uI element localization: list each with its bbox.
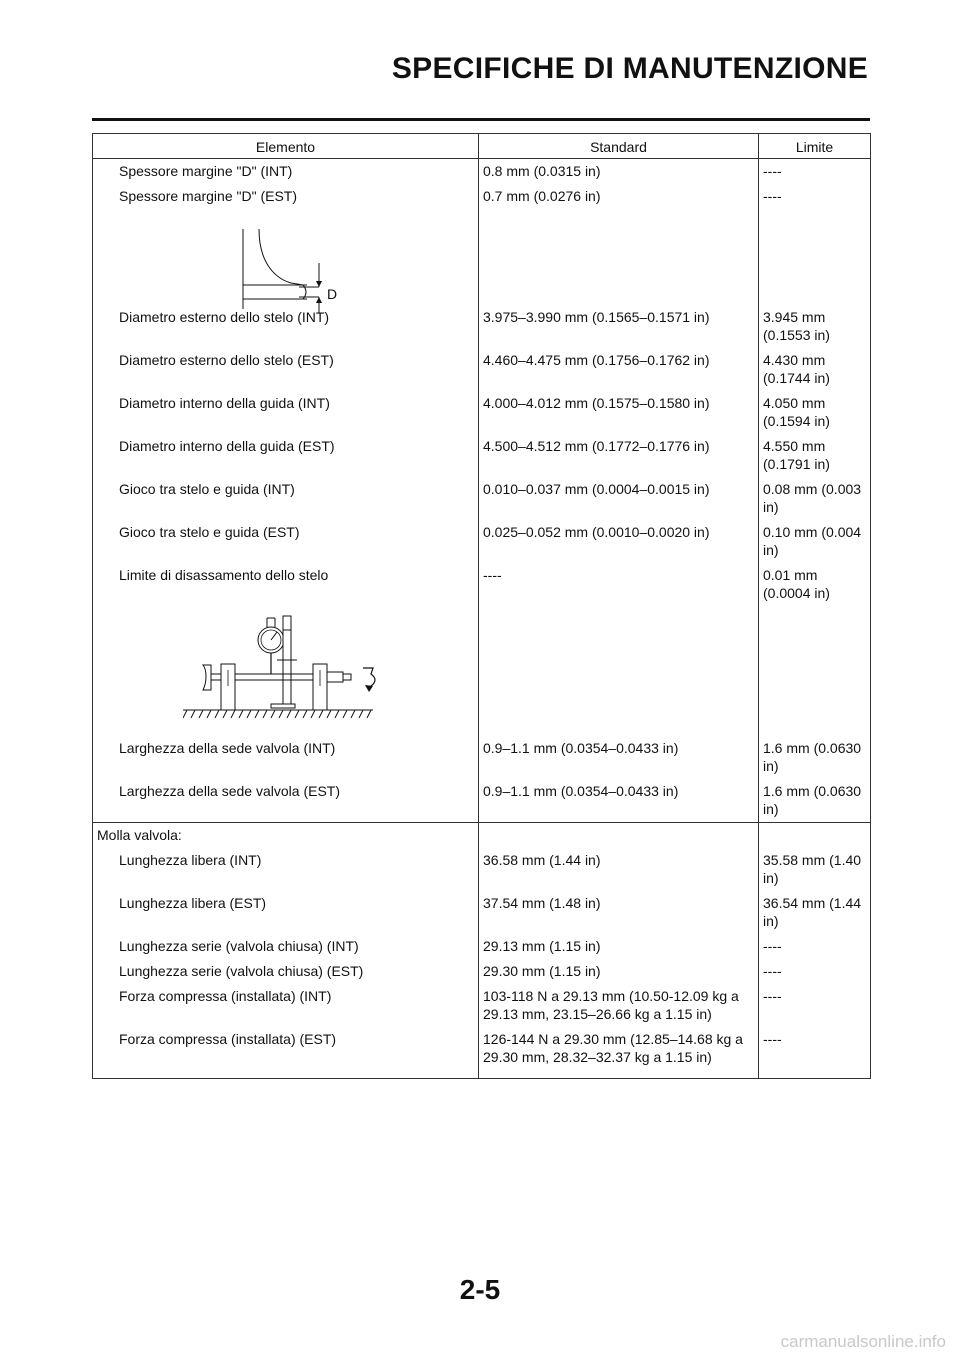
standard-cell: 4.460–4.475 mm (0.1756–0.1762 in) — [479, 348, 759, 391]
standard-cell: 0.9–1.1 mm (0.0354–0.0433 in) — [479, 736, 759, 779]
standard-cell: 4.000–4.012 mm (0.1575–0.1580 in) — [479, 391, 759, 434]
table-row — [93, 159, 871, 185]
header-rule — [92, 118, 870, 121]
standard-cell: 3.975–3.990 mm (0.1565–0.1571 in) — [479, 305, 759, 348]
standard-cell: 126-144 N a 29.30 mm (12.85–14.68 kg a 29.30 mm, 28.32–32.37 kg a 1.15 in) — [479, 1027, 759, 1079]
item-cell: Lunghezza serie (valvola chiusa) (EST) — [93, 959, 479, 984]
limit-cell: ---- — [759, 959, 871, 984]
item-cell: Forza compressa (installata) (EST) — [93, 1027, 479, 1079]
table-row — [93, 891, 871, 934]
figure-row — [93, 209, 871, 305]
standard-cell: 29.30 mm (1.15 in) — [479, 959, 759, 984]
limit-cell: ---- — [759, 159, 871, 185]
watermark-text: carmanualsonline.info — [780, 1332, 946, 1351]
standard-cell: 0.010–0.037 mm (0.0004–0.0015 in) — [479, 477, 759, 520]
col-header-elemento: Elemento — [93, 134, 479, 159]
standard-cell: 0.8 mm (0.0315 in) — [479, 159, 759, 185]
limit-cell: 4.550 mm (0.1791 in) — [759, 434, 871, 477]
item-cell: Diametro esterno dello stelo (INT) — [93, 305, 479, 348]
spec-table — [92, 133, 871, 1079]
standard-cell: 0.025–0.052 mm (0.0010–0.0020 in) — [479, 520, 759, 563]
item-cell: Lunghezza libera (EST) — [93, 891, 479, 934]
limit-cell: ---- — [759, 184, 871, 209]
table-row — [93, 736, 871, 779]
table-row — [93, 1027, 871, 1079]
figure-row — [93, 606, 871, 736]
table-row — [93, 848, 871, 891]
page-title: SPECIFICHE DI MANUTENZIONE — [391, 52, 868, 85]
limit-cell: 4.050 mm (0.1594 in) — [759, 391, 871, 434]
item-cell: Spessore margine "D" (INT) — [93, 159, 479, 185]
item-cell: Larghezza della sede valvola (EST) — [93, 779, 479, 823]
item-cell: Spessore margine "D" (EST) — [93, 184, 479, 209]
table-row — [93, 934, 871, 959]
limit-cell: 1.6 mm (0.0630 in) — [759, 736, 871, 779]
standard-cell: 0.9–1.1 mm (0.0354–0.0433 in) — [479, 779, 759, 823]
standard-cell: 0.7 mm (0.0276 in) — [479, 184, 759, 209]
limit-cell: 35.58 mm (1.40 in) — [759, 848, 871, 891]
col-header-limite: Limite — [759, 134, 871, 159]
section-header-row — [93, 823, 871, 849]
table-row — [93, 184, 871, 209]
table-row — [93, 563, 871, 606]
item-cell: Gioco tra stelo e guida (EST) — [93, 520, 479, 563]
limit-cell: ---- — [759, 1027, 871, 1079]
standard-cell: 29.13 mm (1.15 in) — [479, 934, 759, 959]
valve-margin-diagram — [233, 225, 353, 315]
item-cell: Lunghezza libera (INT) — [93, 848, 479, 891]
limit-cell: 0.01 mm (0.0004 in) — [759, 563, 871, 606]
limit-cell: ---- — [759, 984, 871, 1027]
table-row — [93, 984, 871, 1027]
limit-cell: ---- — [759, 934, 871, 959]
item-cell: Larghezza della sede valvola (INT) — [93, 736, 479, 779]
limit-cell: 1.6 mm (0.0630 in) — [759, 779, 871, 823]
table-row — [93, 959, 871, 984]
item-cell: Forza compressa (installata) (INT) — [93, 984, 479, 1027]
col-header-standard: Standard — [479, 134, 759, 159]
standard-cell: 4.500–4.512 mm (0.1772–0.1776 in) — [479, 434, 759, 477]
limit-cell: 3.945 mm (0.1553 in) — [759, 305, 871, 348]
limit-cell: 4.430 mm (0.1744 in) — [759, 348, 871, 391]
figure-cell — [93, 606, 479, 736]
table-row — [93, 477, 871, 520]
limit-cell: 36.54 mm (1.44 in) — [759, 891, 871, 934]
margin-d-label: D — [327, 286, 338, 302]
table-row — [93, 434, 871, 477]
standard-cell: ---- — [479, 563, 759, 606]
table-row — [93, 305, 871, 348]
standard-cell: 103-118 N a 29.13 mm (10.50-12.09 kg a 29.13 mm, 23.15–26.66 kg a 1.15 in) — [479, 984, 759, 1027]
table-row — [93, 779, 871, 823]
item-cell: Diametro esterno dello stelo (EST) — [93, 348, 479, 391]
figure-cell — [93, 209, 479, 305]
standard-cell: 37.54 mm (1.48 in) — [479, 891, 759, 934]
table-row — [93, 520, 871, 563]
item-cell: Diametro interno della guida (INT) — [93, 391, 479, 434]
section-header: Molla valvola: — [93, 823, 479, 849]
item-cell: Gioco tra stelo e guida (INT) — [93, 477, 479, 520]
item-cell: Limite di disassamento dello stelo — [93, 563, 479, 606]
standard-cell: 36.58 mm (1.44 in) — [479, 848, 759, 891]
limit-cell: 0.08 mm (0.003 in) — [759, 477, 871, 520]
item-cell: Diametro interno della guida (EST) — [93, 434, 479, 477]
page-number: 2-5 — [459, 1274, 501, 1305]
limit-cell: 0.10 mm (0.004 in) — [759, 520, 871, 563]
table-row — [93, 391, 871, 434]
stem-runout-diagram — [183, 610, 393, 734]
item-cell: Lunghezza serie (valvola chiusa) (INT) — [93, 934, 479, 959]
table-row — [93, 348, 871, 391]
